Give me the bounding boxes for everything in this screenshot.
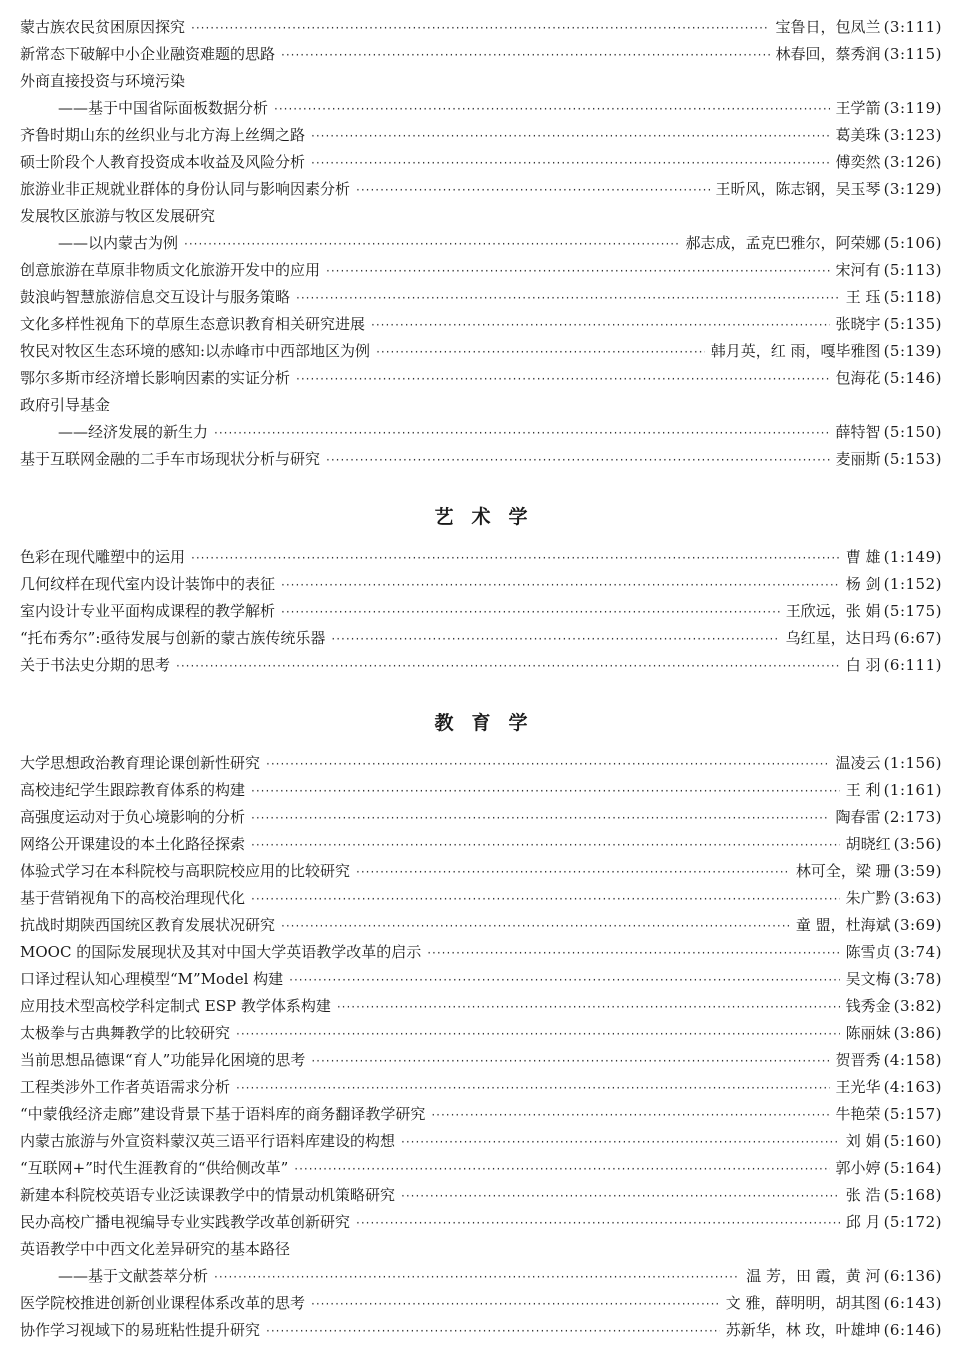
toc-entry <box>20 284 942 311</box>
entry-author: 傅奕然 <box>835 153 881 171</box>
toc-entry <box>20 598 942 625</box>
entry-issue-page: (5:106) <box>883 234 942 252</box>
entry-title: 高校违纪学生跟踪教育体系的构建 <box>20 781 246 799</box>
entry-issue-page: (3:69) <box>893 916 942 934</box>
entry-issue-page: (3:86) <box>893 1024 942 1042</box>
entry-author: 刘 娟 <box>845 1132 881 1150</box>
toc-entry <box>20 939 942 966</box>
entry-subtitle: ——经济发展的新生力 <box>58 423 209 441</box>
entry-author: 郭小婷 <box>835 1159 881 1177</box>
dot-leader <box>431 1102 829 1129</box>
entry-issue-page: (4:163) <box>883 1078 942 1096</box>
toc-entry <box>20 176 942 203</box>
entry-title: 工程类涉外工作者英语需求分析 <box>20 1078 231 1096</box>
entry-subtitle: ——基于文献荟萃分析 <box>58 1267 209 1285</box>
toc-entry <box>20 1317 942 1344</box>
dot-leader <box>331 626 779 653</box>
entry-author: 温 芳，田 霞，黄 河 <box>746 1267 881 1285</box>
entry-author: 宝鲁日，包凤兰 <box>775 18 881 36</box>
entry-author: 麦丽斯 <box>835 450 881 468</box>
entry-issue-page: (3:115) <box>883 45 942 63</box>
entry-author: 王欣远，张 娟 <box>785 602 881 620</box>
section-heading: 艺术学 <box>434 506 546 528</box>
toc-entry <box>20 804 942 831</box>
entry-title: “中蒙俄经济走廊”建设背景下基于语料库的商务翻译教学研究 <box>20 1105 426 1123</box>
dot-leader <box>296 285 840 312</box>
dot-leader <box>311 1291 720 1318</box>
dot-leader <box>266 1318 720 1345</box>
entry-author: 张 浩 <box>845 1186 881 1204</box>
dot-leader <box>337 994 840 1021</box>
entry-title: 当前思想品德课“育人”功能异化困境的思考 <box>20 1051 306 1069</box>
dot-leader <box>214 420 830 447</box>
entry-issue-page: (1:152) <box>883 575 942 593</box>
entry-issue-page: (3:63) <box>893 889 942 907</box>
entry-author: 葛美珠 <box>835 126 881 144</box>
entry-issue-page: (3:119) <box>883 99 942 117</box>
toc-entry <box>20 419 942 446</box>
toc-entry <box>20 1020 942 1047</box>
dot-leader <box>356 859 790 886</box>
dot-leader <box>296 366 830 393</box>
entry-issue-page: (6:136) <box>883 1267 942 1285</box>
entry-author: 宋河有 <box>835 261 881 279</box>
entry-author: 包海花 <box>835 369 881 387</box>
entry-author: 韩月英，红 雨，嘎毕雅图 <box>710 342 881 360</box>
entry-author: 苏新华，林 玫，叶雄坤 <box>725 1321 881 1339</box>
toc-entry-title-line: 英语教学中中西文化差异研究的基本路径 <box>20 1240 291 1258</box>
toc-entry <box>20 1263 942 1290</box>
entry-title: 体验式学习在本科院校与高职院校应用的比较研究 <box>20 862 351 880</box>
dot-leader <box>251 832 840 859</box>
entry-issue-page: (1:149) <box>883 548 942 566</box>
entry-title: 协作学习视域下的易班粘性提升研究 <box>20 1321 261 1339</box>
entry-author: 吴文梅 <box>845 970 891 988</box>
entry-title: 应用技术型高校学科定制式 ESP 教学体系构建 <box>20 997 331 1015</box>
entry-author: 牛艳荣 <box>835 1105 881 1123</box>
dot-leader <box>236 1075 830 1102</box>
entry-issue-page: (6:146) <box>883 1321 942 1339</box>
dot-leader <box>376 339 705 366</box>
dot-leader <box>266 751 830 778</box>
entry-author: 童 盟，杜海斌 <box>795 916 891 934</box>
entry-author: 曹 雄 <box>845 548 881 566</box>
dot-leader <box>326 447 830 474</box>
entry-author: 文 雅，薛明明，胡其图 <box>725 1294 881 1312</box>
dot-leader <box>281 42 770 69</box>
toc-entry <box>20 122 942 149</box>
toc-entry <box>20 1182 942 1209</box>
dot-leader <box>311 150 830 177</box>
entry-issue-page: (5:168) <box>883 1186 942 1204</box>
entry-author: 邱 月 <box>845 1213 881 1231</box>
dot-leader <box>214 1264 740 1291</box>
entry-author: 王 珏 <box>845 288 881 306</box>
toc-entry <box>20 1074 942 1101</box>
toc-entry <box>20 831 942 858</box>
dot-leader <box>289 967 839 994</box>
entry-issue-page: (5:150) <box>883 423 942 441</box>
dot-leader <box>294 1156 829 1183</box>
entry-issue-page: (5:153) <box>883 450 942 468</box>
entry-author: 陶春雷 <box>835 808 881 826</box>
entry-title: “托布秀尔”:亟待发展与创新的蒙古族传统乐器 <box>20 629 326 647</box>
entry-author: 陈雪贞 <box>845 943 891 961</box>
entry-title: 基于互联网金融的二手车市场现状分析与研究 <box>20 450 321 468</box>
entry-title: 太极拳与古典舞教学的比较研究 <box>20 1024 231 1042</box>
toc-entry <box>20 14 942 41</box>
toc-entry <box>20 777 942 804</box>
entry-title: 民办高校广播电视编导专业实践教学改革创新研究 <box>20 1213 351 1231</box>
dot-leader <box>371 312 830 339</box>
toc-entry <box>20 446 942 473</box>
entry-author: 林可全，梁 珊 <box>795 862 891 880</box>
entry-title: 医学院校推进创新创业课程体系改革的思考 <box>20 1294 306 1312</box>
entry-title: 旅游业非正规就业群体的身份认同与影响因素分析 <box>20 180 351 198</box>
entry-title: 网络公开课建设的本土化路径探索 <box>20 835 246 853</box>
toc-entry <box>20 652 942 679</box>
entry-issue-page: (3:82) <box>893 997 942 1015</box>
toc-entry <box>20 1128 942 1155</box>
toc-entry <box>20 544 942 571</box>
entry-issue-page: (5:146) <box>883 369 942 387</box>
entry-author: 钱秀金 <box>845 997 891 1015</box>
toc-entry-title-line: 外商直接投资与环境污染 <box>20 72 186 90</box>
dot-leader <box>251 886 840 913</box>
entry-issue-page: (5:164) <box>883 1159 942 1177</box>
dot-leader <box>274 96 830 123</box>
entry-title: 大学思想政治教育理论课创新性研究 <box>20 754 261 772</box>
entry-issue-page: (2:173) <box>883 808 942 826</box>
toc-entry <box>20 993 942 1020</box>
table-of-contents <box>20 14 942 1344</box>
entry-issue-page: (3:59) <box>893 862 942 880</box>
entry-subtitle: ——基于中国省际面板数据分析 <box>58 99 269 117</box>
toc-entry <box>20 885 942 912</box>
entry-issue-page: (5:160) <box>883 1132 942 1150</box>
toc-entry-title-line: 政府引导基金 <box>20 396 111 414</box>
dot-leader <box>427 940 839 967</box>
dot-leader <box>281 572 840 599</box>
entry-issue-page: (3:78) <box>893 970 942 988</box>
entry-issue-page: (6:67) <box>893 629 942 647</box>
toc-entry <box>20 625 942 652</box>
entry-title: 口译过程认知心理模型“M”Model 构建 <box>20 970 284 988</box>
dot-leader <box>401 1183 840 1210</box>
dot-leader <box>356 177 710 204</box>
dot-leader <box>184 231 680 258</box>
entry-title: MOOC 的国际发展现状及其对中国大学英语教学改革的启示 <box>20 943 422 961</box>
entry-title: 鄂尔多斯市经济增长影响因素的实证分析 <box>20 369 291 387</box>
entry-issue-page: (5:175) <box>883 602 942 620</box>
entry-title: 室内设计专业平面构成课程的教学解析 <box>20 602 276 620</box>
entry-issue-page: (5:118) <box>883 288 942 306</box>
entry-title: 抗战时期陕西国统区教育发展状况研究 <box>20 916 276 934</box>
entry-issue-page: (3:126) <box>883 153 942 171</box>
toc-entry <box>20 1047 942 1074</box>
dot-leader <box>311 1048 829 1075</box>
toc-entry <box>20 257 942 284</box>
toc-entry <box>20 41 942 68</box>
entry-author: 王 利 <box>845 781 881 799</box>
entry-title: 新建本科院校英语专业泛读课教学中的情景动机策略研究 <box>20 1186 396 1204</box>
dot-leader <box>311 123 830 150</box>
entry-issue-page: (6:111) <box>883 656 942 674</box>
toc-entry <box>20 95 942 122</box>
entry-title: 硕士阶段个人教育投资成本收益及风险分析 <box>20 153 306 171</box>
toc-entry <box>20 750 942 777</box>
toc-entry <box>20 1155 942 1182</box>
entry-title: 几何纹样在现代室内设计装饰中的表征 <box>20 575 276 593</box>
entry-issue-page: (5:172) <box>883 1213 942 1231</box>
entry-subtitle: ——以内蒙古为例 <box>58 234 179 252</box>
entry-issue-page: (4:158) <box>883 1051 942 1069</box>
entry-issue-page: (3:56) <box>893 835 942 853</box>
entry-author: 王学箭 <box>835 99 881 117</box>
entry-author: 林春回，蔡秀润 <box>775 45 881 63</box>
entry-title: 新常态下破解中小企业融资难题的思路 <box>20 45 276 63</box>
entry-title: 色彩在现代雕塑中的运用 <box>20 548 186 566</box>
entry-title: 创意旅游在草原非物质文化旅游开发中的应用 <box>20 261 321 279</box>
entry-issue-page: (1:161) <box>883 781 942 799</box>
entry-issue-page: (6:143) <box>883 1294 942 1312</box>
entry-author: 朱广黔 <box>845 889 891 907</box>
entry-issue-page: (3:111) <box>883 18 942 36</box>
entry-title: 关于书法史分期的思考 <box>20 656 171 674</box>
dot-leader <box>251 805 830 832</box>
dot-leader <box>281 913 790 940</box>
toc-entry <box>20 365 942 392</box>
entry-author: 王昕风，陈志钢，吴玉琴 <box>715 180 881 198</box>
dot-leader <box>281 599 780 626</box>
entry-author: 胡晓红 <box>845 835 891 853</box>
dot-leader <box>176 653 840 680</box>
toc-entry <box>20 338 942 365</box>
entry-author: 郝志成，孟克巴雅尔，阿荣娜 <box>685 234 881 252</box>
dot-leader <box>356 1210 840 1237</box>
entry-title: 牧民对牧区生态环境的感知:以赤峰市中西部地区为例 <box>20 342 371 360</box>
entry-title: 文化多样性视角下的草原生态意识教育相关研究进展 <box>20 315 366 333</box>
entry-issue-page: (5:157) <box>883 1105 942 1123</box>
entry-title: 鼓浪屿智慧旅游信息交互设计与服务策略 <box>20 288 291 306</box>
toc-entry <box>20 858 942 885</box>
entry-author: 乌红星，达日玛 <box>785 629 891 647</box>
entry-title: 蒙古族农民贫困原因探究 <box>20 18 186 36</box>
dot-leader <box>191 545 840 572</box>
entry-author: 白 羽 <box>845 656 881 674</box>
entry-author: 贺晋秀 <box>835 1051 881 1069</box>
entry-issue-page: (5:113) <box>883 261 942 279</box>
entry-title: “互联网+”时代生涯教育的“供给侧改革” <box>20 1159 289 1177</box>
entry-author: 王光华 <box>835 1078 881 1096</box>
toc-entry-title-line: 发展牧区旅游与牧区发展研究 <box>20 207 216 225</box>
entry-title: 内蒙古旅游与外宣资料蒙汉英三语平行语料库建设的构想 <box>20 1132 396 1150</box>
entry-author: 温凌云 <box>835 754 881 772</box>
entry-issue-page: (3:129) <box>883 180 942 198</box>
dot-leader <box>236 1021 840 1048</box>
entry-title: 基于营销视角下的高校治理现代化 <box>20 889 246 907</box>
entry-author: 薛特智 <box>835 423 881 441</box>
dot-leader <box>251 778 840 805</box>
dot-leader <box>401 1129 840 1156</box>
entry-author: 杨 剑 <box>845 575 881 593</box>
entry-author: 陈丽妹 <box>845 1024 891 1042</box>
toc-entry <box>20 1101 942 1128</box>
dot-leader <box>326 258 830 285</box>
toc-entry <box>20 571 942 598</box>
entry-title: 高强度运动对于负心境影响的分析 <box>20 808 246 826</box>
toc-entry <box>20 1290 942 1317</box>
toc-entry <box>20 912 942 939</box>
entry-issue-page: (3:123) <box>883 126 942 144</box>
entry-title: 齐鲁时期山东的丝织业与北方海上丝绸之路 <box>20 126 306 144</box>
toc-entry <box>20 1209 942 1236</box>
entry-issue-page: (5:139) <box>883 342 942 360</box>
toc-entry <box>20 966 942 993</box>
dot-leader <box>191 15 770 42</box>
entry-issue-page: (1:156) <box>883 754 942 772</box>
section-heading: 教育学 <box>434 712 546 734</box>
entry-issue-page: (5:135) <box>883 315 942 333</box>
entry-issue-page: (3:74) <box>893 943 942 961</box>
toc-entry <box>20 149 942 176</box>
toc-entry <box>20 230 942 257</box>
entry-author: 张晓宇 <box>835 315 881 333</box>
toc-entry <box>20 311 942 338</box>
